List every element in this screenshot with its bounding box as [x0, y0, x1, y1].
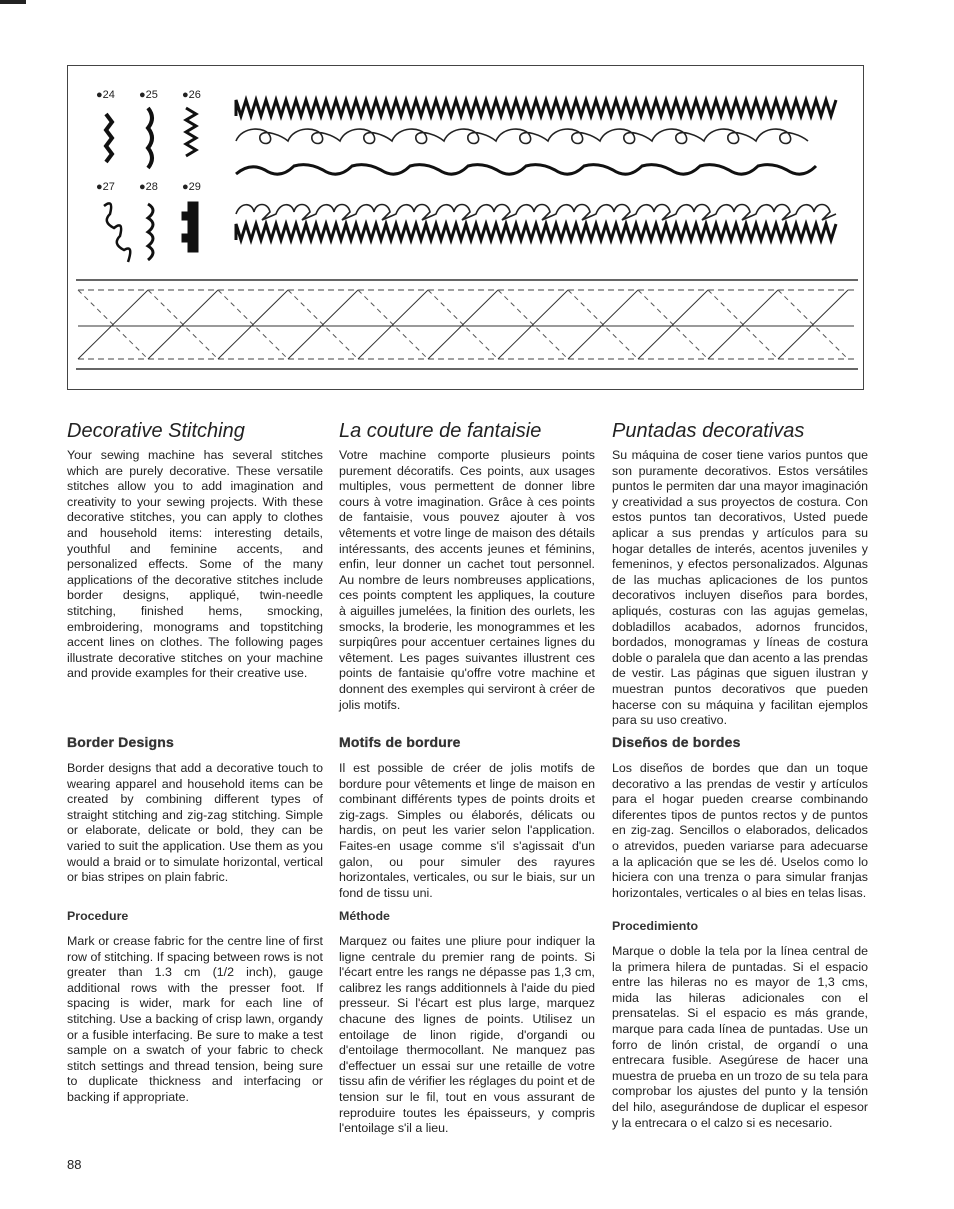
spanish-procedure-heading: Procedimiento: [612, 919, 699, 933]
stitch-label-25: ●25: [139, 89, 158, 101]
stitch-label-27: ●27: [96, 181, 115, 193]
border-row-wave: [236, 165, 816, 175]
border-row-zigzag-bottom: [236, 224, 836, 240]
spanish-section-text: Los diseños de bordes que dan un toque decorativo a las prendas de vestir y artículos para el hogar pueden crearse combinando diferentes tipos de puntos rectos y de puntos en zig-zag. Sencillos o elaborados, delicados o atrevidos, pueden variarse para adecuarse a la aplicación que se les dé. Uselos como lo hiciera con una trenza o para simular franjas horizontales, verticales o al bies en telas lisas.: [612, 761, 868, 900]
english-section-heading: Border Designs: [67, 734, 175, 750]
stitch-sample-figure: [67, 65, 864, 390]
spanish-intro: Su máquina de coser tiene varios puntos que son puramente decorativos. Estos versátiles puntos le permiten dar una mayor imaginación y creatividad a sus proyectos de costura. Con estos puntos tan decorativos, Usted puede aplicar a sus prendas y artículos para su hogar detalles de interés, acentos juveniles y femeninos, y efectos personalizados. Algunas de las muchas aplicaciones de los puntos decorativos incluyen diseños para bordes, apliqués, costuras con las agujas gemelas, dobladillos acabados, adornos fruncidos, bordados, monogramas y líneas de costura doble o paralela que dan acento a las prendas de vestir. Las páginas que siguen ilustran y muestran puntos decorativos que pueden hacerse con su máquina y facilitan ejemplos para su uso creativo.: [612, 448, 868, 728]
stitch-label-28: ●28: [139, 181, 158, 193]
french-section-text: Il est possible de créer de jolis motifs de bordure pour vêtements et linge de maison en combinant différents types de points droits et zig-zags. Simples ou élaborés, délicats ou hardis, on peut les varier selon l'application. Faites-en usage comme s'il s'agissait d'un galon, ou pour simuler des rayures horizontales, verticales, ou sur le biais, sur un fond de tissu uni.: [339, 761, 595, 900]
french-intro: Votre machine comporte plusieurs points purement décoratifs. Ces points, aux usages multiples, vous permettent de donner libre cours à votre imagination. Grâce à ces points de fantaisie, vous pouvez ajouter à vos vêtements et votre linge de maison des détails intéressants, des accents jeunes et féminins, enfin, leur donner un cachet tout personnel. Au nombre de leurs nombreuses applications, ces points comptent les appliques, la couture à aiguilles jumelées, la finition des ourlets, les smocks, la broderie, les monogrammes et les surpiqûres pour accentuer certaines lignes du vêtement. Les pages suivantes illustrent ces points de fantaisie qu'offre votre machine et donnent des exemples qui serviront à créer de jolis motifs.: [339, 448, 595, 712]
stitch-label-24: ●24: [96, 89, 115, 101]
french-procedure-text: Marquez ou faites une pliure pour indiquer la ligne centrale du premier rang de points. Si l'écart entre les rangs ne dépasse pas 1,3 cm, calibrez les rangs additionnels à l'aide du pied presseur. Si l'écart est plus large, marquez chacune des lignes de points. Utilisez un entoilage de linon rigide, d'organdi ou d'entoilage thermocollant. Ne manquez pas d'effectuer un essai sur une retaille de votre tissu afin de vérifier les réglages du point et de tension sur le fil, tout en vous assurant de reproduire toutes les épaisseurs, y compris l'entoilage s'il a lieu.: [339, 934, 595, 1136]
english-intro: Your sewing machine has several stitches which are purely decorative. These versatile stitches allow you to add imagination and creativity to your sewing projects. With these decorative stitches, you can apply to clothes and household items: interesting details, youthful and feminine accents, and personalized effects. Some of the many applications of the decorative stitches include border designs, appliqué, twin-needle stitching, finished hems, smocking, embroidering, monograms and topstitching accent lines on clothes. The following pages illustrate decorative stitches on your machine and provide examples for their creative use.: [67, 448, 323, 681]
stitch-sample-drawing: [68, 66, 865, 391]
border-row-hearts: [236, 205, 836, 221]
spanish-title: Puntadas decorativas: [612, 420, 805, 442]
english-procedure-text: Mark or crease fabric for the centre line of first row of stitching. If spacing between rows is not greater than 1.3 cm (1/2 inch), gauge additional rows with the presser foot. If spacing is wider, mark for each line of stitching. Use a backing of crisp lawn, organdy or a fusible interfacing. Be sure to make a test sample on a swatch of your fabric to check stitch settings and thread tension, being sure to duplicate thickness and interfacing or backing if appropriate.: [67, 934, 323, 1104]
border-row-scallops: [236, 129, 808, 143]
spanish-procedure-text: Marque o doble la tela por la línea central de la primera hilera de puntadas. Si el espacio entre las hileras no es mayor de 1,3 cms, mida las hileras adicionales con el prensatelas. Si el espacio es más grande, marque para cada línea de puntadas. Use un forro de linón cristal, de organdí o una entrecara fusible. Asegúrese de hacer una muestra de prueba en un trozo de su tela para comprobar los ajustes del punto y la tensión del hilo, asegurándose de duplicar el espesor y la entrecara o el calzo si es necesario.: [612, 944, 868, 1130]
stitch-label-26: ●26: [182, 89, 201, 101]
stitch-label-29: ●29: [182, 181, 201, 193]
page-number: 88: [67, 1157, 82, 1172]
english-procedure-heading: Procedure: [67, 909, 129, 923]
corner-mark: [0, 0, 26, 4]
french-procedure-heading: Méthode: [339, 909, 390, 923]
lattice-border: [78, 290, 854, 359]
french-section-heading: Motifs de bordure: [339, 734, 461, 750]
english-title: Decorative Stitching: [67, 420, 245, 442]
spanish-section-heading: Diseños de bordes: [612, 734, 741, 750]
border-row-zigzag-top: [236, 100, 836, 116]
french-title: La couture de fantaisie: [339, 420, 542, 442]
english-section-text: Border designs that add a decorative touch to wearing apparel and household items can be created by combining different types of straight stitching and zig-zag stitching. Simple or elaborate, delicate or bold, they can be varied to suit the application. Use them as you would a braid or to simulate horizontal, vertical or bias stripes on plain fabric.: [67, 761, 323, 885]
